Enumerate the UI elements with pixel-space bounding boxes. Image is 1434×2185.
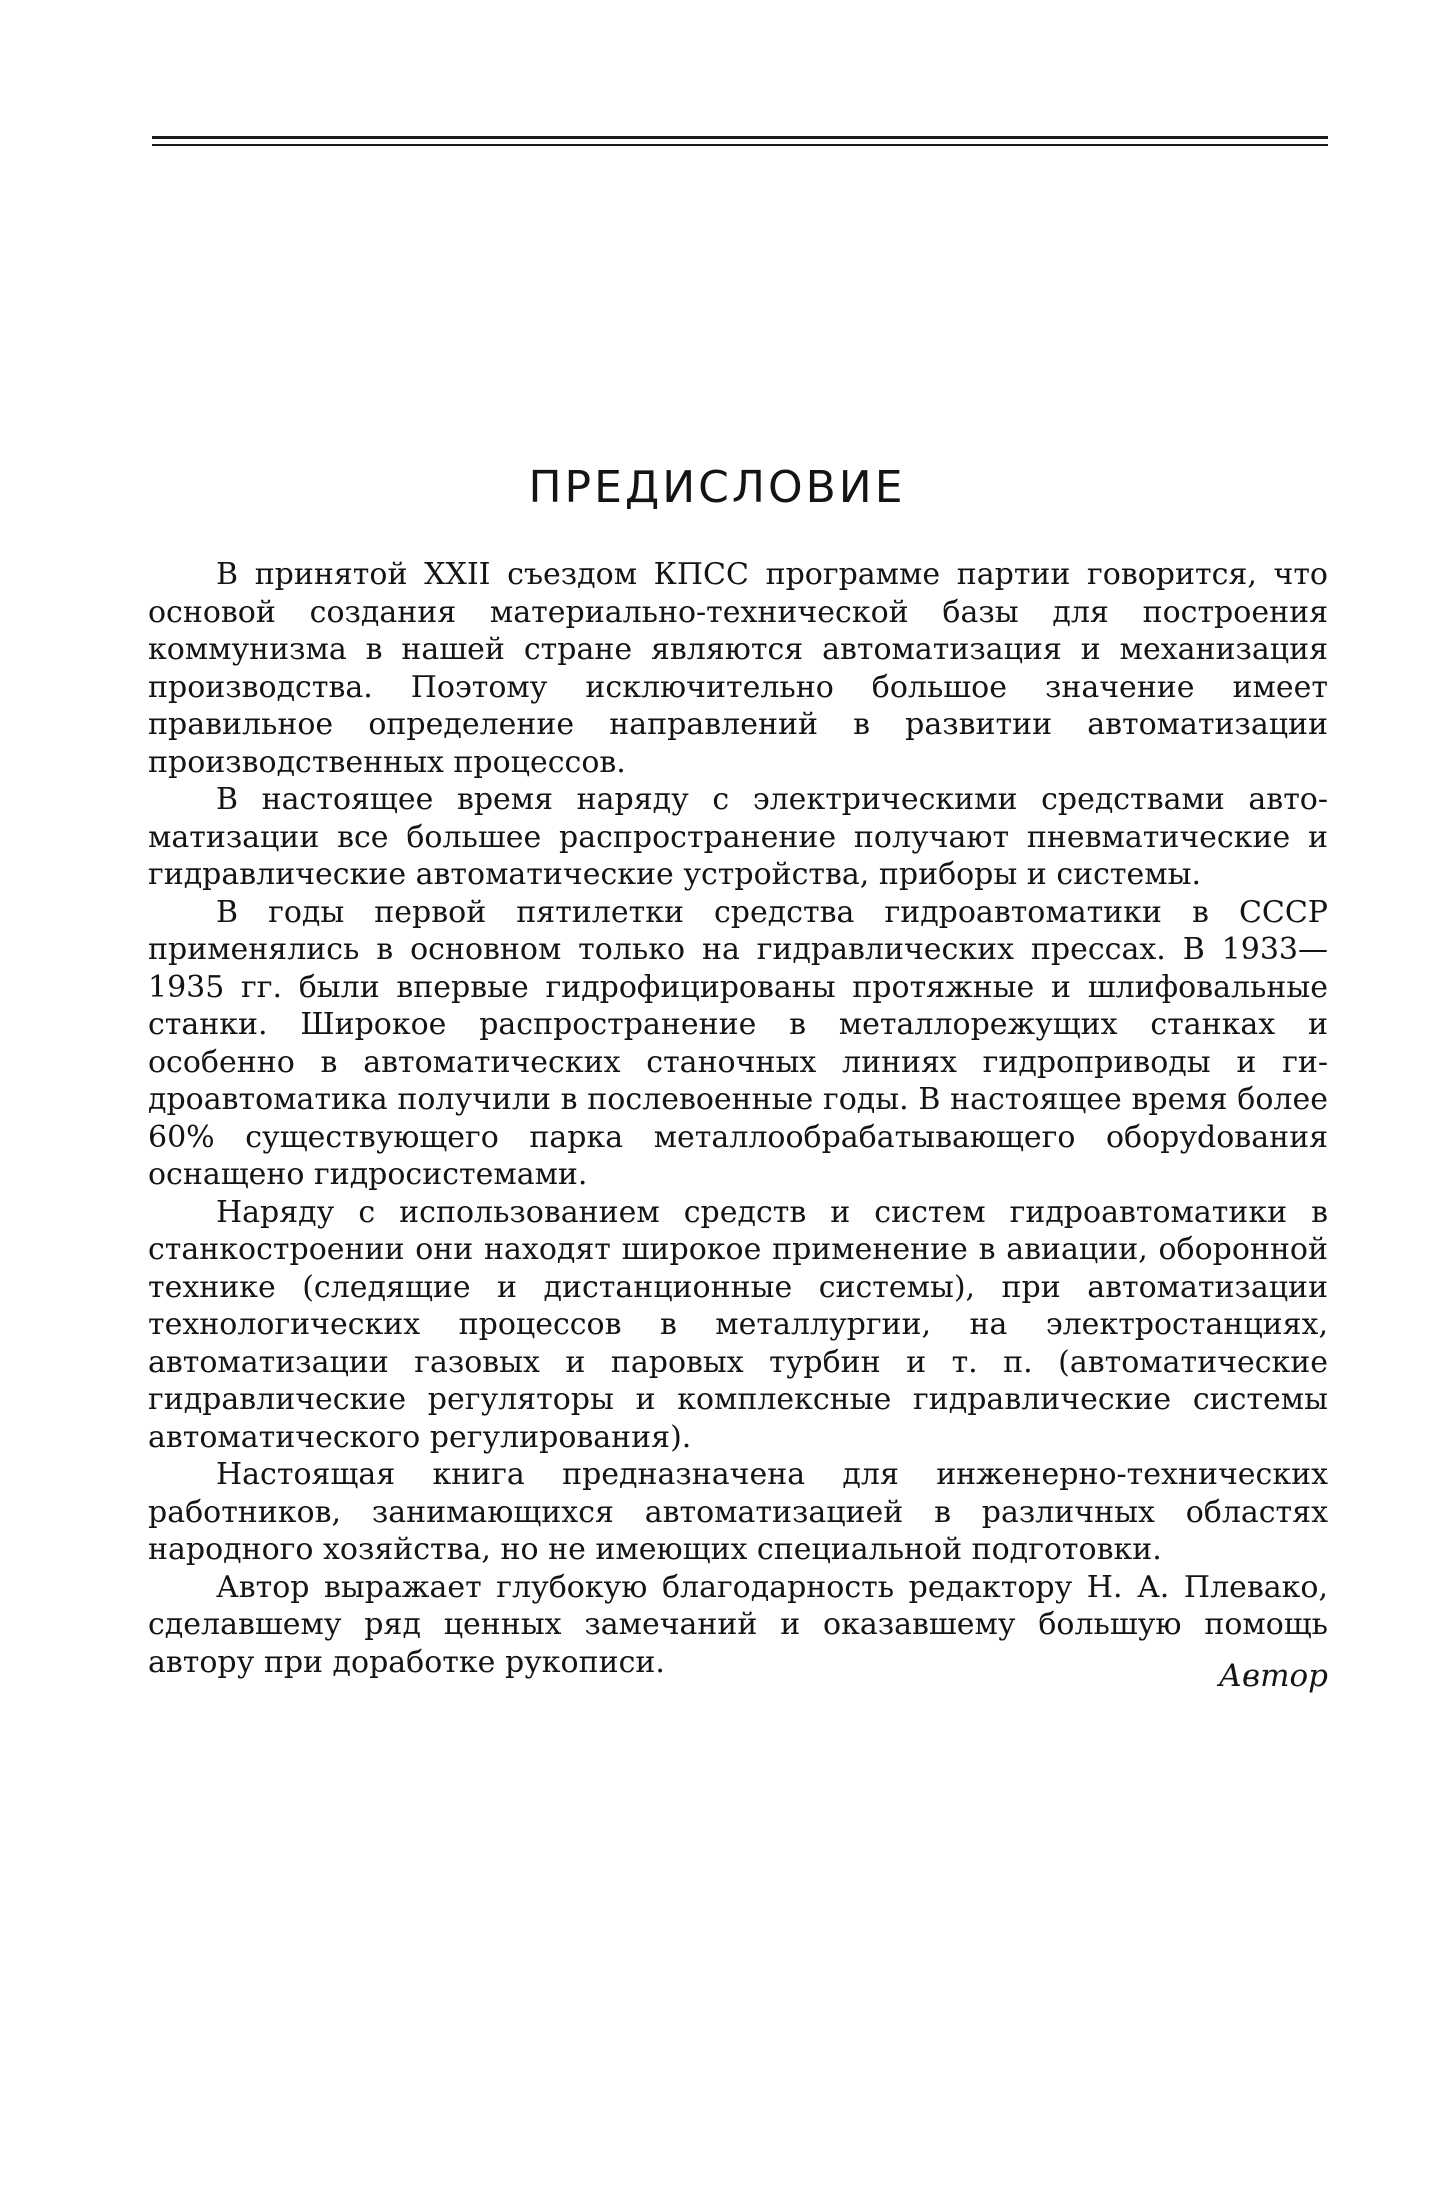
header-rule	[152, 136, 1328, 146]
paragraph-4: Наряду с использованием средств и систем гидроавтоматики в станкостроении они находят широкое применение в авиации, оборонной технике (следящие и дистанционные системы), при автоматизации технологических процессов в металлургии, на электростанциях, автоматизации газовых и паровых турбин и т. п. (автоматические гидравлические регуляторы и комплексные гидравлические системы автоматического регулирования).	[148, 1194, 1328, 1455]
paragraph-6: Автор выражает глубокую благодарность редактору Н. А. Плевако, сделавшему ряд ценных замечаний и оказавшему большую помощь автору при доработке рукописи.	[148, 1569, 1328, 1680]
paragraph-2: В настоящее время наряду с электрическими средствами автоматизации все большее распространение получают пневматические и гидравлические автоматические устройства, приборы и системы.	[148, 782, 1328, 892]
paragraph-1: В принятой XXII съездом КПСС программе партии говорится, что основой создания материально-технической базы для построения коммунизма в нашей стране являются автоматизация и механизация производства. Поэтому исключительно большое значение имеет правильное определение направлений в развитии автоматизации производственных процессов.	[148, 557, 1328, 780]
paragraph-5: Настоящая книга предназначена для инженерно-технических работников, занимающихся автоматизацией в различных областях народного хозяйства, но не имеющих специальной подготовки.	[148, 1457, 1328, 1567]
page-title: ПРЕДИСЛОВИЕ	[528, 462, 906, 513]
paragraph-3: В годы первой пятилетки средства гидроавтоматики в СССР применялись в основном только на гидравлических прессах. В 1933—1935 гг. были впервые гидрофицированы протяжные и шлифовальные станки. Широкое распространение в металлорежущих станках и особенно в автоматических станочных линиях гидроприводы и гидроавтоматика получили в послевоенные годы. В настоящее время более 60% существующего парка металлообрабатывающего оборуdования оснащено гидросистемами.	[148, 894, 1328, 1192]
preface-body	[148, 556, 1328, 1681]
author-signature: Автор	[1218, 1658, 1328, 1694]
